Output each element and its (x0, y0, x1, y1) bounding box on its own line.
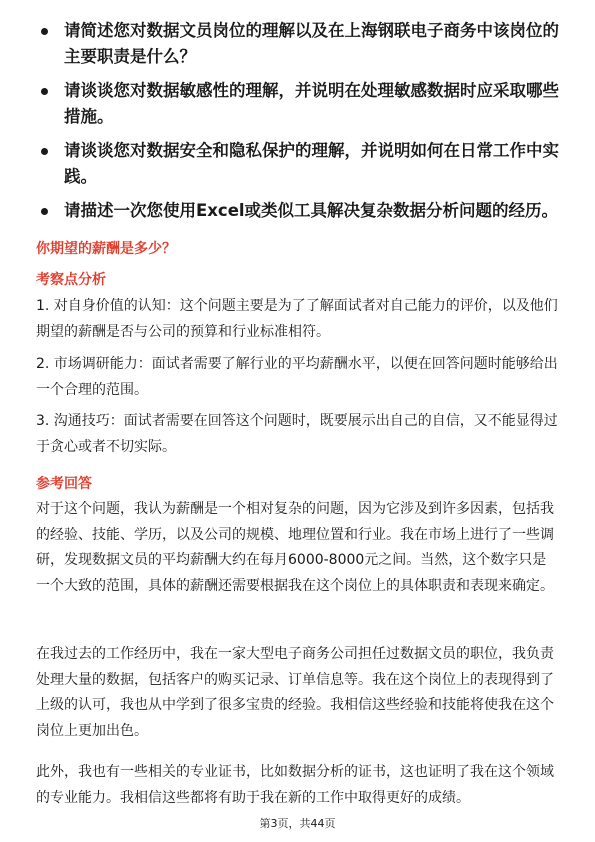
question-text: 请谈谈您对数据安全和隐私保护的理解，并说明如何在日常工作中实践。 (64, 141, 559, 186)
question-text: 请描述一次您使用Excel或类似工具解决复杂数据分析问题的经历。 (64, 201, 559, 220)
analysis-point: 2. 市场调研能力：面试者需要了解行业的平均薪酬水平，以便在回答问题时能够给出一个合理的范围。 (36, 356, 558, 398)
question-item (36, 198, 566, 224)
analysis-heading: 考察点分析 (36, 272, 106, 288)
bullet-icon (41, 208, 48, 215)
reference-heading: 参考回答 (36, 476, 92, 492)
analysis-point: 1. 对自身价值的认知：这个问题主要是为了了解面试者对自己能力的评价，以及他们期望的薪酬是否与公司的预算和行业标准相符。 (36, 298, 558, 340)
bullet-icon (41, 28, 48, 35)
question-text: 请简述您对数据文员岗位的理解以及在上海钢联电子商务中该岗位的主要职责是什么？ (64, 21, 559, 66)
reference-paragraph: 在我过去的工作经历中，我在一家大型电子商务公司担任过数据文员的职位，我负责处理大量的数据，包括客户的购买记录、订单信息等。我在这个岗位上的表现得到了上级的认可，我也从中学到了很多宝贵的经验。我相信这些经验和技能将使我在这个岗位上更加出色。 (36, 646, 554, 739)
bullet-icon (41, 148, 48, 155)
question-item (36, 18, 566, 70)
question-text: 请谈谈您对数据敏感性的理解，并说明在处理敏感数据时应采取哪些措施。 (64, 81, 559, 126)
question-list (36, 18, 566, 232)
reference-paragraph: 此外，我也有一些相关的专业证书，比如数据分析的证书，这也证明了我在这个领域的专业能力。我相信这些都将有助于我在新的工作中取得更好的成绩。 (36, 764, 554, 806)
question-item (36, 138, 566, 190)
reference-paragraph: 对于这个问题，我认为薪酬是一个相对复杂的问题，因为它涉及到许多因素，包括我的经验、技能、学历，以及公司的规模、地理位置和行业。我在市场上进行了一些调研，发现数据文员的平均薪酬大约在每月6000-8000元之间。当然，这个数字只是一个大致的范围，具体的薪酬还需要根据我在这个岗位上的具体职责和表现来确定。 (36, 501, 554, 594)
analysis-point: 3. 沟通技巧：面试者需要在回答这个问题时，既要展示出自己的自信，又不能显得过于贪心或者不切实际。 (36, 413, 558, 455)
page-number-footer: 第3页，共44页 (259, 817, 336, 830)
bullet-icon (41, 88, 48, 95)
question-item (36, 78, 566, 130)
salary-question-heading: 你期望的薪酬是多少？ (36, 241, 176, 257)
